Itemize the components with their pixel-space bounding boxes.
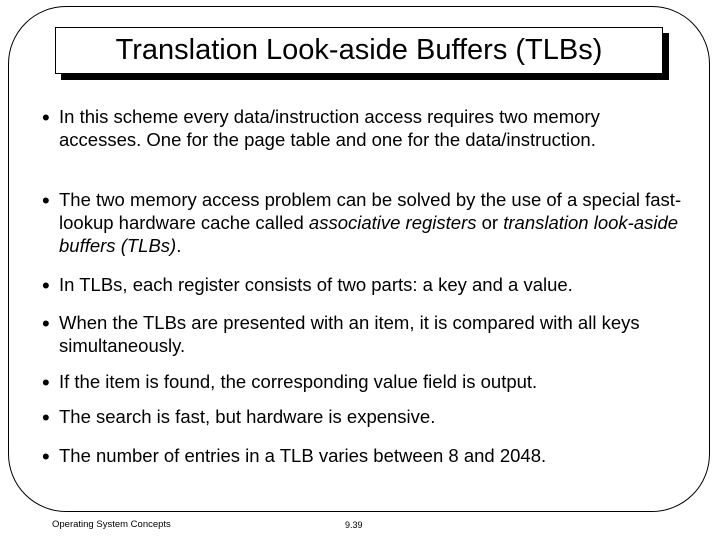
bullet-text: In this scheme every data/instruction access requires two memory accesses. One for the page table and one for the data/instruction.: [59, 106, 600, 150]
bullet-item: [42, 105, 682, 151]
footer-course-name: Operating System Concepts: [52, 519, 171, 530]
bullet-item: [42, 370, 682, 393]
bullet-item: [42, 311, 682, 357]
bullet-text: or: [476, 212, 504, 233]
slide-title: Translation Look-aside Buffers (TLBs): [115, 34, 603, 66]
bullet-dot-icon: •: [42, 188, 50, 213]
bullet-dot-icon: •: [42, 311, 50, 336]
bullet-dot-icon: •: [42, 444, 50, 469]
bullet-dot-icon: •: [42, 405, 50, 430]
bullet-text: The two memory access problem can be solved by the use of a special fast-lookup hardware cache called: [59, 189, 682, 233]
footer-page-number: 9.39: [345, 520, 363, 530]
bullet-text: In TLBs, each register consists of two parts: a key and a value.: [59, 274, 573, 295]
bullet-text: The number of entries in a TLB varies between 8 and 2048.: [59, 445, 547, 466]
bullet-dot-icon: •: [42, 273, 50, 298]
slide-frame: [8, 6, 710, 512]
bullet-text: .: [176, 235, 182, 256]
bullet-item: [42, 444, 682, 467]
title-box: [55, 27, 663, 74]
bullet-dot-icon: •: [42, 105, 50, 130]
bullet-item: [42, 405, 682, 428]
bullet-text: When the TLBs are presented with an item, it is compared with all keys simultaneously.: [59, 312, 640, 356]
bullet-item: [42, 188, 682, 257]
bullet-text-italic: associative registers: [308, 212, 477, 233]
bullet-item: [42, 273, 682, 296]
bullet-text: If the item is found, the corresponding value field is output.: [59, 371, 538, 392]
bullet-dot-icon: •: [42, 370, 50, 395]
bullet-text-italic: translation look-aside buffers (TLBs): [59, 212, 679, 256]
bullet-text: The search is fast, but hardware is expensive.: [59, 406, 436, 427]
